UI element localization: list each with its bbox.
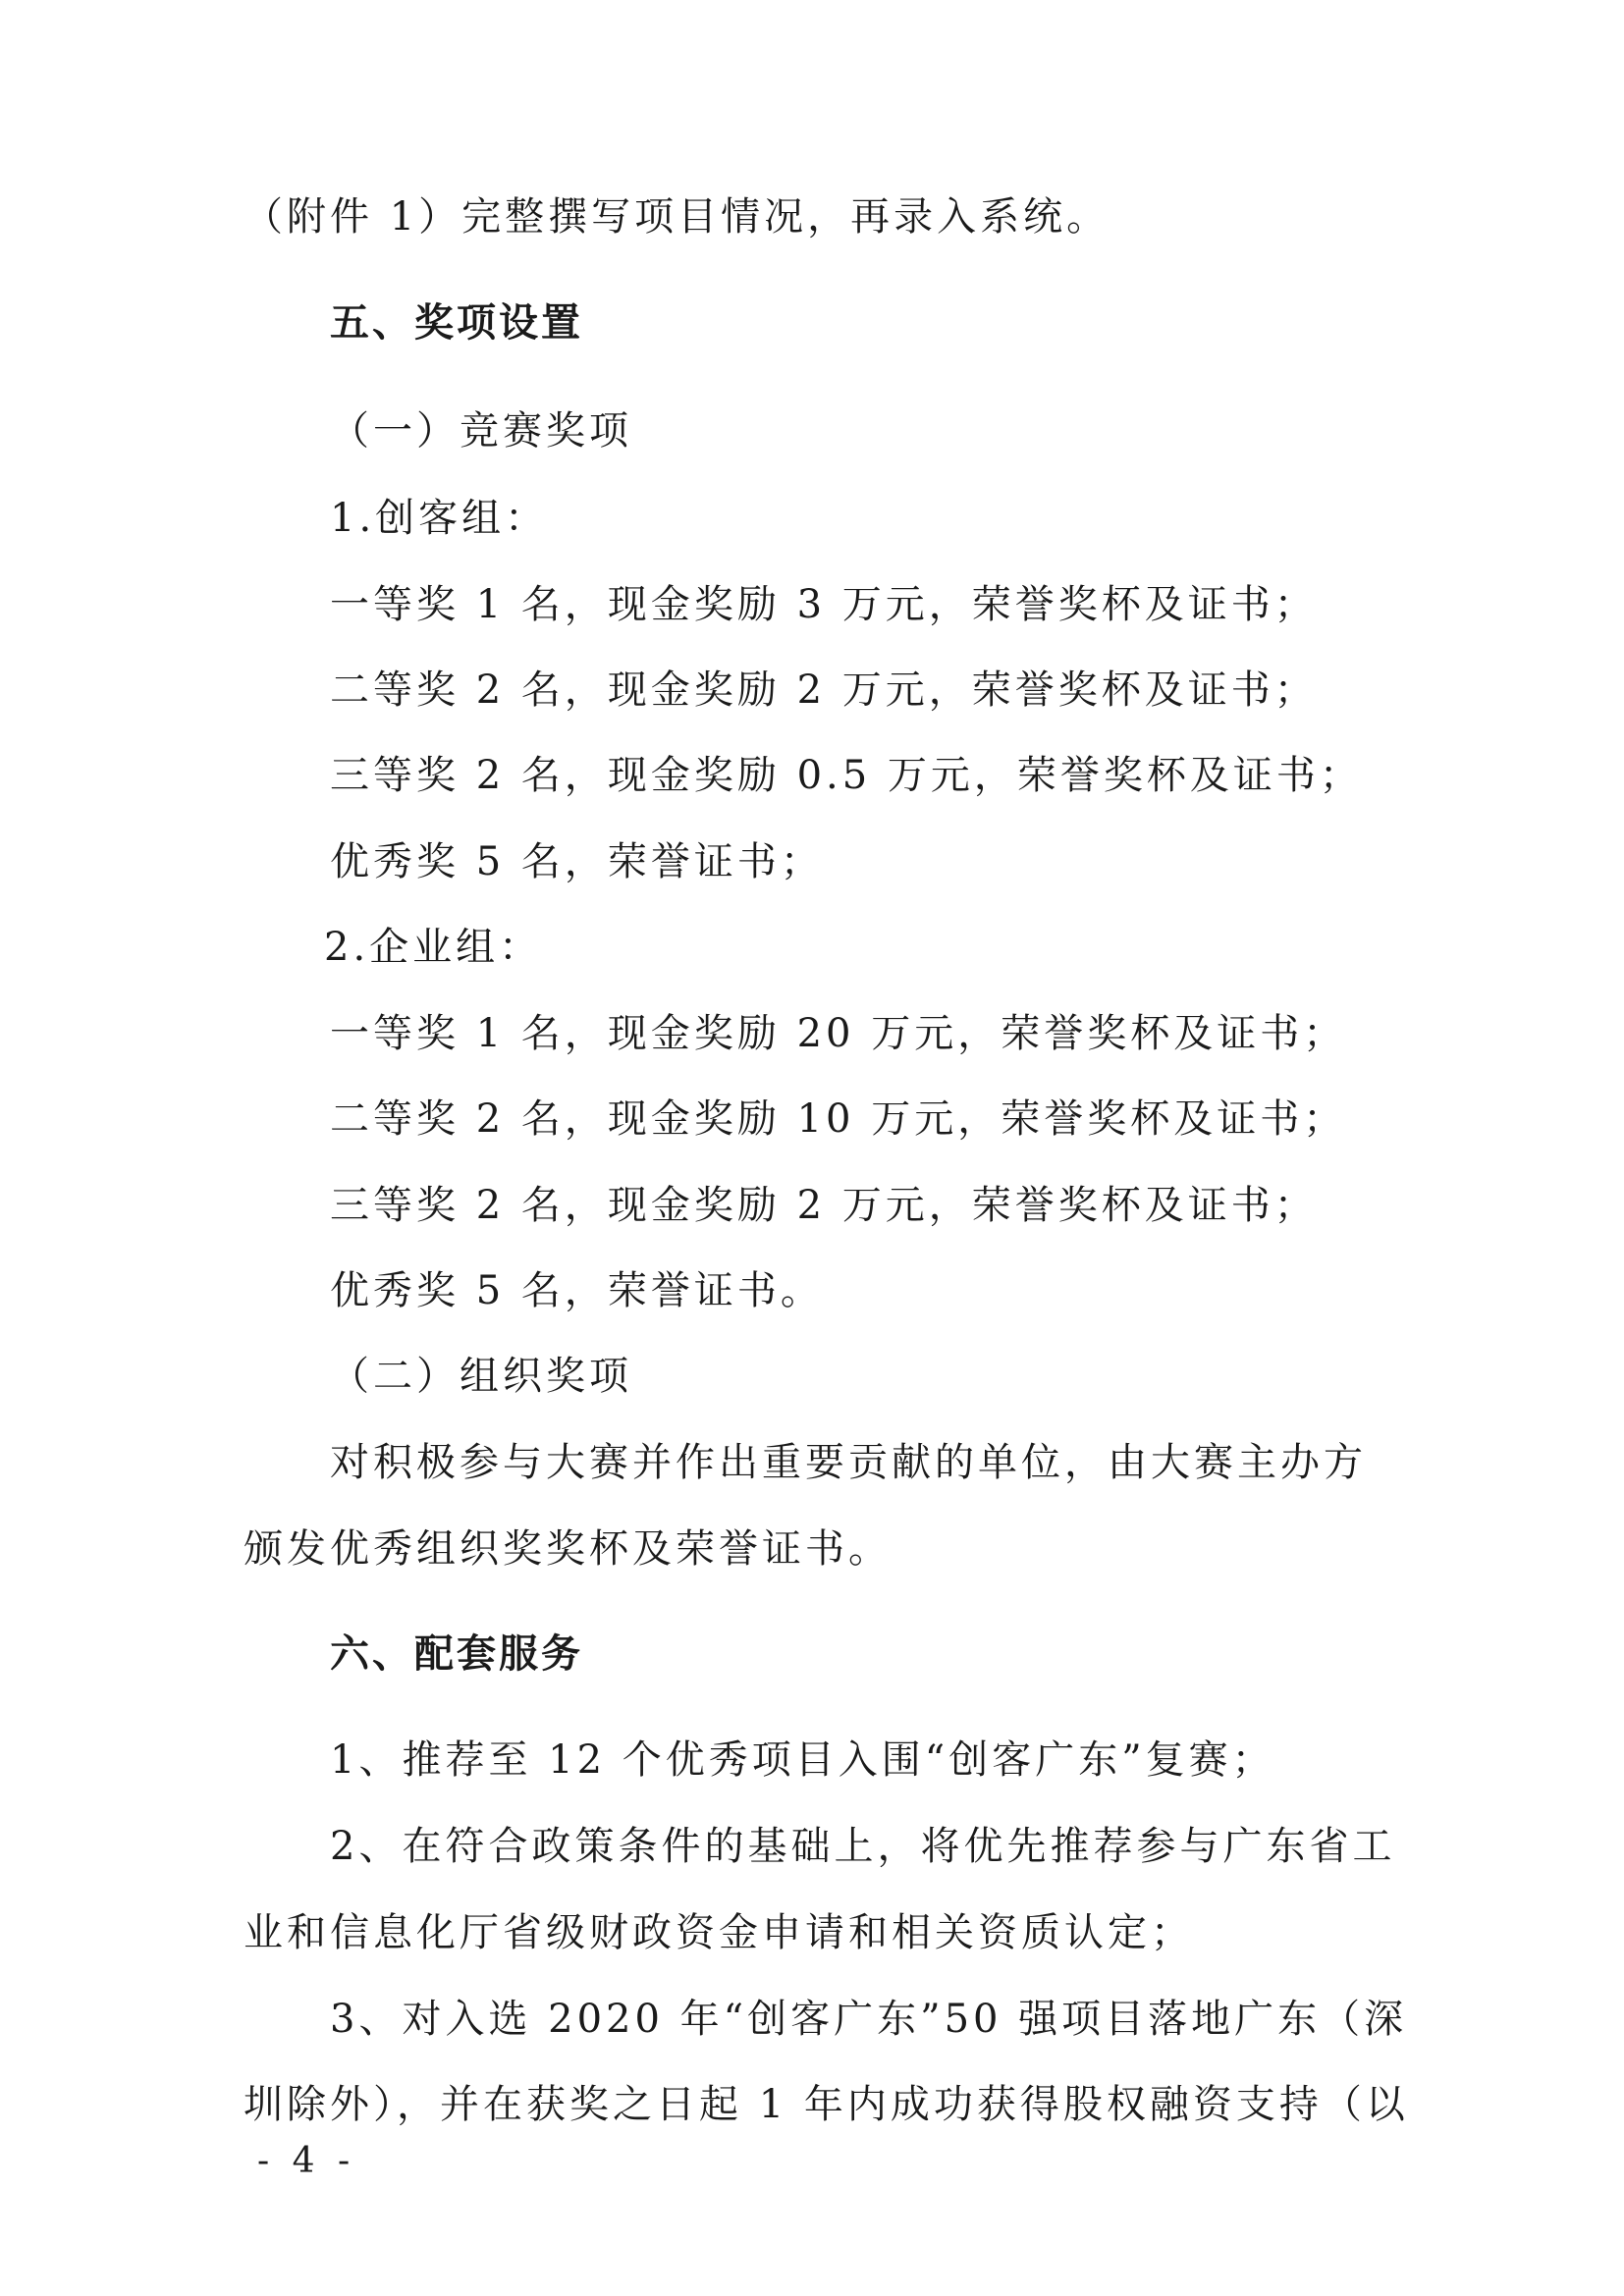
intro-continuation: （附件 1）完整撰写项目情况，再录入系统。: [244, 194, 1110, 240]
org-award-text-line1: 对积极参与大赛并作出重要贡献的单位，由大赛主办方: [330, 1440, 1367, 1485]
maker-award-1: 一等奖 1 名，现金奖励 3 万元，荣誉奖杯及证书；: [330, 582, 1318, 627]
service-item-1: 1、推荐至 12 个优秀项目入围“创客广东”复赛；: [330, 1737, 1275, 1783]
page-number: - 4 -: [257, 2141, 356, 2181]
enterprise-award-3: 三等奖 2 名，现金奖励 2 万元，荣誉奖杯及证书；: [330, 1183, 1318, 1228]
enterprise-award-1: 一等奖 1 名，现金奖励 20 万元，荣誉奖杯及证书；: [330, 1011, 1347, 1056]
section5-heading: 五、奖项设置: [330, 300, 583, 346]
enterprise-award-2: 二等奖 2 名，现金奖励 10 万元，荣誉奖杯及证书；: [330, 1096, 1347, 1142]
org-award-text-line2: 颁发优秀组织奖奖杯及荣誉证书。: [244, 1526, 892, 1572]
section6-heading: 六、配套服务: [330, 1631, 583, 1677]
service-item-3-line2: 圳除外），并在获奖之日起 1 年内成功获得股权融资支持（以: [244, 2082, 1409, 2127]
enterprise-award-4: 优秀奖 5 名，荣誉证书。: [330, 1268, 824, 1313]
maker-award-3: 三等奖 2 名，现金奖励 0.5 万元，荣誉奖杯及证书；: [330, 753, 1363, 798]
maker-group-label: 1.创客组：: [330, 496, 549, 541]
subsection2-heading: （二）组织奖项: [330, 1354, 632, 1399]
service-item-3-line1: 3、对入选 2020 年“创客广东”50 强项目落地广东（深: [330, 1997, 1408, 2042]
subsection1-heading: （一）竞赛奖项: [330, 408, 632, 454]
service-item-2-line2: 业和信息化厅省级财政资金申请和相关资质认定；: [244, 1910, 1194, 1955]
maker-award-4: 优秀奖 5 名，荣誉证书；: [330, 839, 824, 884]
service-item-2-line1: 2、在符合政策条件的基础上，将优先推荐参与广东省工: [330, 1824, 1396, 1869]
maker-award-2: 二等奖 2 名，现金奖励 2 万元，荣誉奖杯及证书；: [330, 667, 1318, 713]
enterprise-group-label: 2.企业组：: [324, 925, 543, 970]
